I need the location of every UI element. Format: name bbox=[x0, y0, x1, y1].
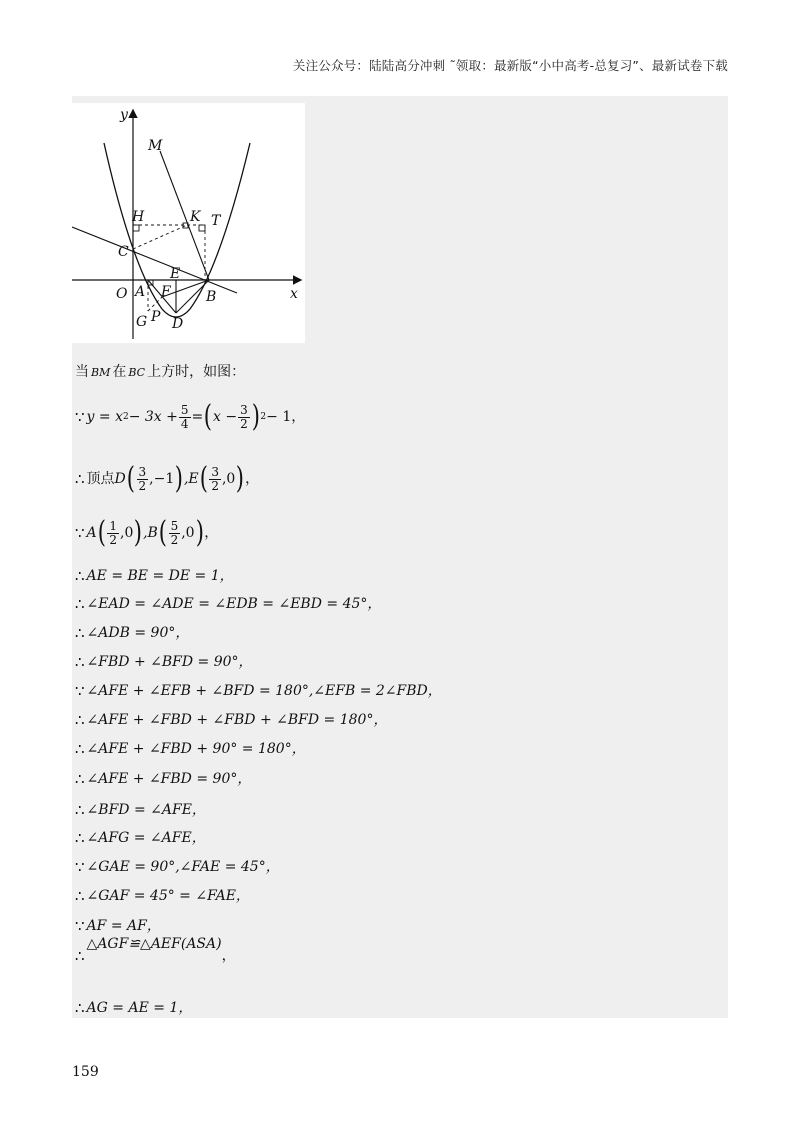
label-t: T bbox=[211, 213, 221, 229]
solution-line-7: ∴ ∠ADB = 90°， bbox=[75, 624, 190, 642]
segment-db bbox=[176, 280, 209, 313]
fraction: $\frac{3}{2}$ bbox=[211, 464, 219, 493]
exponent: 2 bbox=[260, 411, 267, 422]
solution-line-4: ∵ A ( $\frac{1}{2}$ ,0 ) ,B ( $\frac{5}{2}$ ,0 ) ， bbox=[75, 515, 219, 550]
solution-line-16: ∴ ∠GAF = 45° = ∠FAE， bbox=[75, 887, 250, 905]
geometry-diagram bbox=[72, 103, 305, 343]
label-o: O bbox=[116, 286, 128, 302]
label-x: x bbox=[290, 286, 298, 302]
line-bc bbox=[72, 227, 237, 293]
eq-part: ,0 bbox=[221, 470, 236, 487]
segment-bc: BC bbox=[128, 365, 146, 379]
solution-line-1 bbox=[75, 364, 245, 381]
label-e: E bbox=[170, 266, 181, 282]
because-symbol: ∵ bbox=[75, 408, 85, 426]
solution-line-12: ∴ ∠AFE + ∠FBD = 90°， bbox=[75, 770, 252, 788]
eq-part: ， bbox=[245, 470, 260, 487]
eq-part: ， bbox=[221, 948, 236, 965]
label-b: B bbox=[206, 289, 217, 305]
line-text: 当 bbox=[75, 364, 89, 380]
fraction-5-4: $\frac{5}{4}$ bbox=[180, 402, 189, 431]
page-number: 159 bbox=[72, 1064, 99, 1080]
line-text: 上方时，如图： bbox=[147, 364, 246, 380]
line-text: 顶点 bbox=[86, 470, 115, 487]
solution-line-15: ∵ ∠GAE = 90°,∠FAE = 45°， bbox=[75, 858, 280, 876]
label-p: P bbox=[151, 309, 161, 325]
line-text: 在 bbox=[112, 364, 127, 380]
dashed-ck bbox=[133, 225, 187, 249]
segment-bm: BM bbox=[91, 365, 111, 379]
because-symbol: ∵ bbox=[75, 524, 85, 542]
eq-part: = bbox=[191, 408, 204, 425]
eq-part: ,−1 bbox=[149, 470, 175, 487]
solution-line-11: ∴ ∠AFE + ∠FBD + 90° = 180°， bbox=[75, 740, 306, 758]
label-k: K bbox=[190, 209, 201, 225]
solution-line-9: ∵ ∠AFE + ∠EFB + ∠BFD = 180°,∠EFB = 2∠FBD， bbox=[75, 682, 442, 700]
solution-line-2: ∵ y = x 2 − 3x + $\frac{5}{4}$ = ( x − $\frac{3}{2}$ ) 2 − 1 ， bbox=[75, 399, 306, 434]
label-c: C bbox=[118, 244, 129, 260]
fraction: $\frac{1}{2}$ bbox=[109, 518, 118, 547]
solution-line-13: ∴ ∠BFD = ∠AFE， bbox=[75, 801, 206, 819]
congruence-statement: △AGF≌△AEF(ASA) bbox=[86, 936, 222, 953]
line-bm bbox=[160, 151, 209, 280]
eq-part: − 3x + bbox=[128, 408, 178, 425]
point-e: ,E bbox=[183, 470, 199, 487]
eq-part: ,0 bbox=[120, 524, 134, 541]
solution-line-5: ∴ AE = BE = DE = 1， bbox=[75, 567, 234, 585]
eq-part: ， bbox=[204, 524, 219, 541]
label-h: H bbox=[132, 209, 145, 225]
fraction: $\frac{5}{2}$ bbox=[170, 518, 179, 547]
eq-part: ， bbox=[291, 408, 306, 425]
parabola-figure bbox=[72, 103, 305, 343]
eq-part: − 1 bbox=[266, 408, 292, 425]
solution-line-19: ∴ AG = AE = 1， bbox=[75, 999, 193, 1017]
therefore-symbol: ∴ bbox=[75, 470, 85, 488]
therefore-symbol: ∴ bbox=[75, 947, 85, 965]
point-d: D bbox=[114, 470, 126, 487]
solution-line-18 bbox=[75, 936, 236, 965]
fraction: $\frac{3}{2}$ bbox=[138, 464, 147, 493]
eq-part: x − bbox=[212, 408, 238, 425]
label-g: G bbox=[136, 314, 148, 330]
label-y: y bbox=[120, 107, 128, 123]
point-a: A bbox=[86, 524, 97, 541]
solution-line-10: ∴ ∠AFE + ∠FBD + ∠FBD + ∠BFD = 180°， bbox=[75, 711, 388, 729]
label-a: A bbox=[135, 284, 146, 300]
solution-line-17: ∵ AF = AF， bbox=[75, 917, 161, 935]
fraction-3-2: $\frac{3}{2}$ bbox=[240, 402, 248, 431]
page-header: 关注公众号：陆陆高分冲刺 ˜领取：最新版“小中高考-总复习”、最新试卷下载 bbox=[292, 58, 728, 73]
label-d: D bbox=[172, 316, 184, 332]
eq-part: ,0 bbox=[181, 524, 195, 541]
solution-line-6: ∴ ∠EAD = ∠ADE = ∠EDB = ∠EBD = 45°， bbox=[75, 595, 382, 613]
solution-line-8: ∴ ∠FBD + ∠BFD = 90°， bbox=[75, 653, 253, 671]
label-f: F bbox=[161, 284, 171, 300]
eq-part: y = x bbox=[86, 408, 123, 425]
solution-line-14: ∴ ∠AFG = ∠AFE， bbox=[75, 829, 206, 847]
point-b: ,B bbox=[143, 524, 158, 541]
solution-line-3: ∴ 顶点 D ( $\frac{3}{2}$ ,−1 ) ,E ( $\frac{3}{2}$ ,0 ) ， bbox=[75, 461, 260, 496]
exponent: 2 bbox=[122, 411, 129, 422]
label-m: M bbox=[148, 138, 163, 154]
